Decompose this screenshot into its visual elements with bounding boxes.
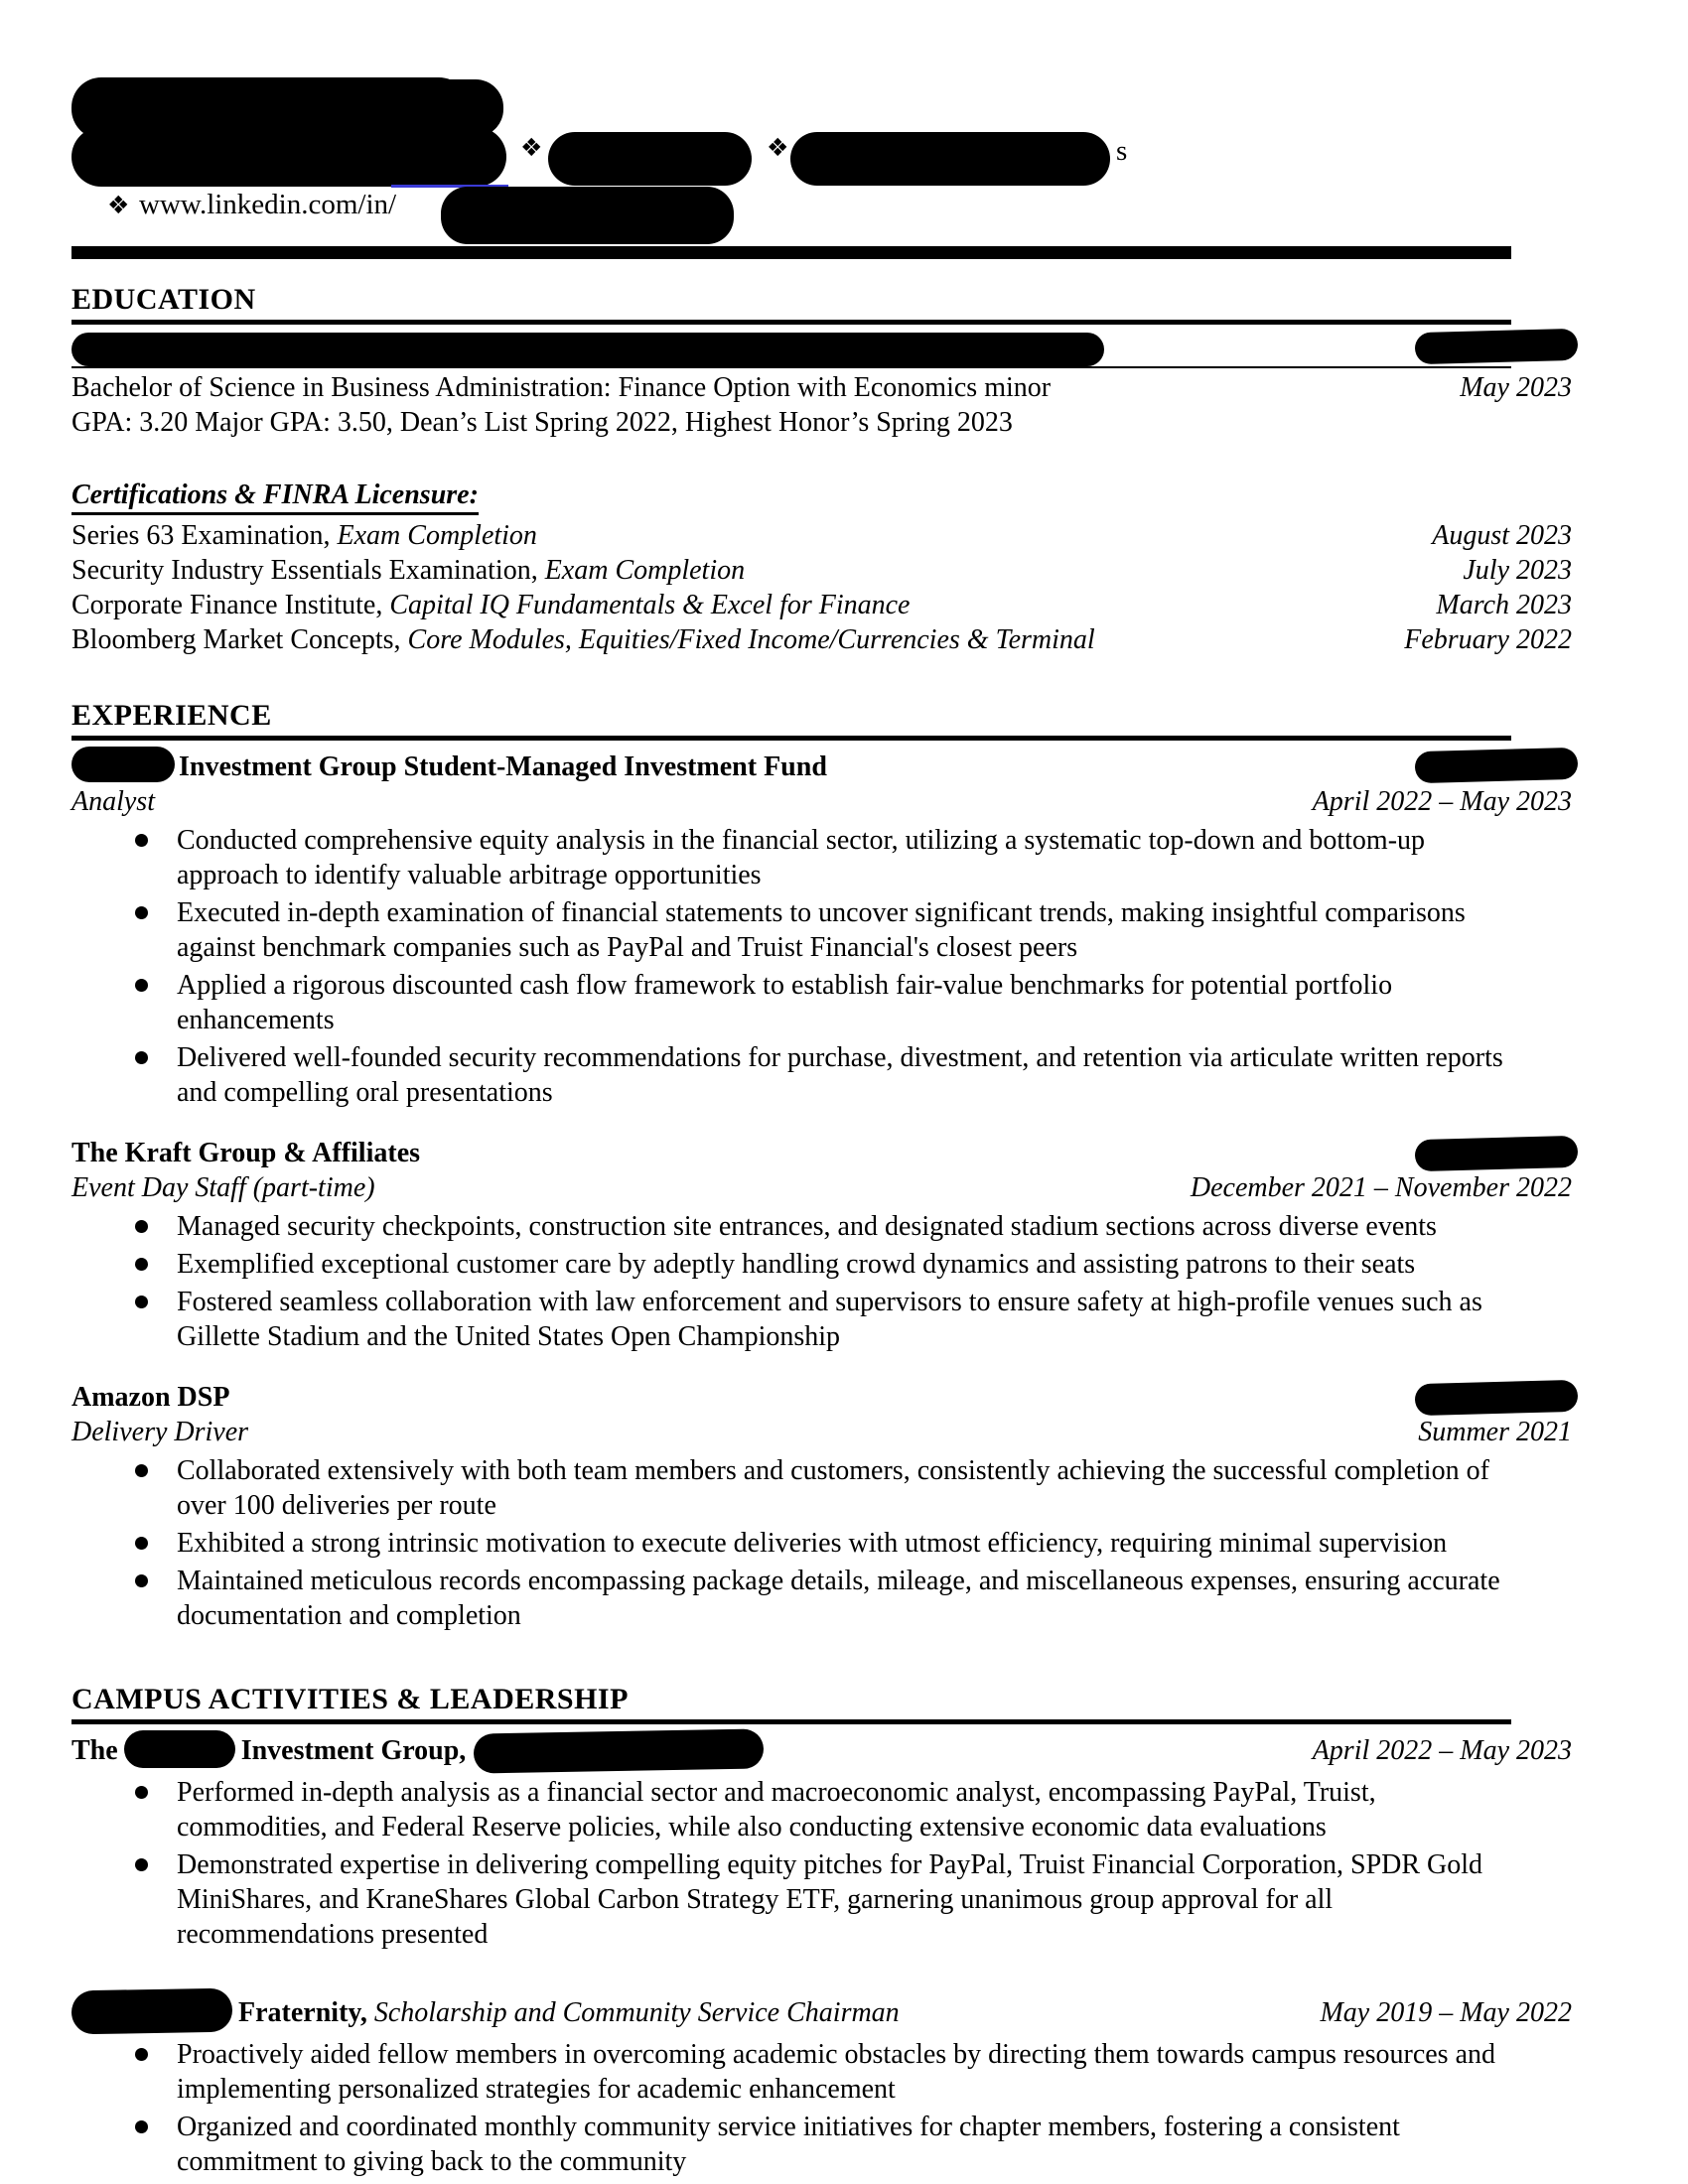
role-dates: December 2021 – November 2022 [1190, 1172, 1572, 1203]
university-underline [71, 366, 1511, 368]
certification-text: Bloomberg Market Concepts, Core Modules, Equities/Fixed Income/Currencies & Terminal [71, 624, 1095, 655]
header-divider [71, 246, 1511, 259]
job-entry [71, 1136, 1572, 1354]
bullet-list [134, 1453, 1572, 1633]
resume-header [71, 77, 1572, 246]
job-entry [71, 1380, 1572, 1633]
diamond-separator-icon: ❖ [520, 133, 543, 162]
bullet-item: Organized and coordinated monthly community service initiatives for chapter members, fostering a consistent commitment to giving back to the community [134, 2110, 1529, 2179]
section-title-education: EDUCATION [71, 283, 256, 316]
role-dates: Summer 2021 [1418, 1417, 1572, 1447]
redacted-linkedin-handle [441, 187, 734, 244]
degree-text: Bachelor of Science in Business Administration: Finance Option with Economics minor [71, 372, 1052, 403]
certifications-title: Certifications & FINRA Licensure: [71, 479, 479, 515]
bullet-item: Conducted comprehensive equity analysis in the financial sector, utilizing a systematic top-down and bottom-up approach to identify valuable arbitrage opportunities [134, 823, 1529, 892]
company-row [71, 1136, 1572, 1170]
section-experience [71, 699, 1572, 1633]
certification-text: Series 63 Examination, Exam Completion [71, 520, 537, 551]
company-name: Amazon DSP [71, 1382, 230, 1413]
certification-row [71, 553, 1572, 588]
redacted-university-name [71, 333, 1104, 366]
section-title-experience: EXPERIENCE [71, 699, 272, 732]
certification-row [71, 588, 1572, 622]
role-row [71, 1170, 1572, 1205]
redacted-company-location [1415, 1135, 1579, 1170]
activity-dates: May 2019 – May 2022 [1320, 1997, 1572, 2028]
role-row [71, 784, 1572, 819]
bullet-item: Managed security checkpoints, construction site entrances, and designated stadium sections across diverse events [134, 1209, 1529, 1244]
bullet-list [134, 1209, 1572, 1354]
company-row [71, 747, 1572, 784]
bullet-item: Applied a rigorous discounted cash flow framework to establish fair-value benchmarks for potential portfolio enhancements [134, 968, 1529, 1037]
section-education [71, 283, 1572, 657]
section-rule [71, 320, 1511, 325]
certification-row [71, 622, 1572, 657]
activity-org: Fraternity, Scholarship and Community Service Chairman [71, 1989, 900, 2033]
activity-header [71, 1989, 1572, 2033]
degree-date: May 2023 [1460, 372, 1572, 403]
certification-date: February 2022 [1404, 624, 1572, 655]
university-row [71, 333, 1572, 370]
contact-suffix-text: s [1116, 135, 1128, 167]
gpa-text: GPA: 3.20 Major GPA: 3.50, Dean’s List Spring 2022, Highest Honor’s Spring 2023 [71, 407, 1013, 438]
role-title: Delivery Driver [71, 1417, 249, 1447]
section-campus-activities [71, 1683, 1572, 2179]
bullet-list [134, 1775, 1572, 1952]
certification-date: July 2023 [1463, 555, 1572, 586]
certification-text: Corporate Finance Institute, Capital IQ Fundamentals & Excel for Finance [71, 590, 911, 620]
section-rule [71, 1719, 1511, 1724]
activity-header [71, 1730, 1572, 1771]
linkedin-url[interactable]: www.linkedin.com/in/ [139, 189, 397, 220]
certification-text: Security Industry Essentials Examination, Exam Completion [71, 555, 746, 586]
role-title: Event Day Staff (part-time) [71, 1172, 375, 1203]
redacted-company-location [1415, 748, 1579, 783]
role-title: Analyst [71, 786, 155, 817]
redacted-address [71, 127, 506, 187]
activity-org: The Investment Group, [71, 1730, 764, 1771]
bullet-item: Delivered well-founded security recommendations for purchase, divestment, and retention via articulate written reports and compelling oral presentations [134, 1040, 1529, 1110]
activity-dates: April 2022 – May 2023 [1312, 1735, 1572, 1766]
diamond-separator-icon: ❖ [107, 191, 130, 219]
redacted-phone [548, 132, 752, 186]
redacted-org-name [124, 1730, 235, 1768]
redacted-company-prefix [71, 747, 175, 782]
role-row [71, 1415, 1572, 1449]
certification-date: March 2023 [1436, 590, 1572, 620]
redacted-fraternity-name [71, 1988, 233, 2035]
activity-role: Scholarship and Community Service Chairman [373, 1997, 900, 2028]
bullet-item: Exhibited a strong intrinsic motivation to execute deliveries with utmost efficiency, requiring minimal supervision [134, 1526, 1529, 1561]
bullet-item: Maintained meticulous records encompassing package details, mileage, and miscellaneous expenses, ensuring accurate documentation and completion [134, 1564, 1529, 1633]
certification-date: August 2023 [1432, 520, 1572, 551]
section-rule [71, 736, 1511, 741]
bullet-item: Collaborated extensively with both team members and customers, consistently achieving the successful completion of over 100 deliveries per route [134, 1453, 1529, 1523]
bullet-list [134, 823, 1572, 1110]
bullet-item: Executed in-depth examination of financial statements to uncover significant trends, making insightful comparisons against benchmark companies such as PayPal and Truist Financial's closest peers [134, 895, 1529, 965]
certifications-block [71, 479, 1572, 657]
bullet-item: Demonstrated expertise in delivering compelling equity pitches for PayPal, Truist Financial Corporation, SPDR Gold MiniShares, and KraneShares Global Carbon Strategy ETF, garnering unanimous group approval for all recommendations presented [134, 1847, 1529, 1952]
section-title-campus: CAMPUS ACTIVITIES & LEADERSHIP [71, 1683, 629, 1715]
redacted-email [790, 132, 1110, 186]
degree-row [71, 370, 1572, 405]
bullet-item: Performed in-depth analysis as a financial sector and macroeconomic analyst, encompassing PayPal, Truist, commodities, and Federal Reserve policies, while also conducting extensive economic data evaluations [134, 1775, 1529, 1844]
job-entry [71, 747, 1572, 1110]
bullet-list [134, 2037, 1572, 2179]
company-row [71, 1380, 1572, 1415]
bullet-item: Exemplified exceptional customer care by adeptly handling crowd dynamics and assisting patrons to their seats [134, 1247, 1529, 1282]
certification-row [71, 518, 1572, 553]
redacted-university-location [1415, 329, 1579, 364]
redacted-company-location [1415, 1379, 1579, 1415]
role-dates: April 2022 – May 2023 [1312, 786, 1572, 817]
bullet-item: Proactively aided fellow members in overcoming academic obstacles by directing them towards campus resources and implementing personalized strategies for academic enhancement [134, 2037, 1529, 2107]
redacted-org-role [474, 1728, 765, 1773]
bullet-item: Fostered seamless collaboration with law enforcement and supervisors to ensure safety at high-profile venues such as Gillette Stadium and the United States Open Championship [134, 1285, 1529, 1354]
diamond-separator-icon: ❖ [767, 133, 789, 162]
company-name: Investment Group Student-Managed Investment Fund [71, 747, 827, 784]
company-name: The Kraft Group & Affiliates [71, 1138, 421, 1168]
gpa-row [71, 405, 1572, 440]
